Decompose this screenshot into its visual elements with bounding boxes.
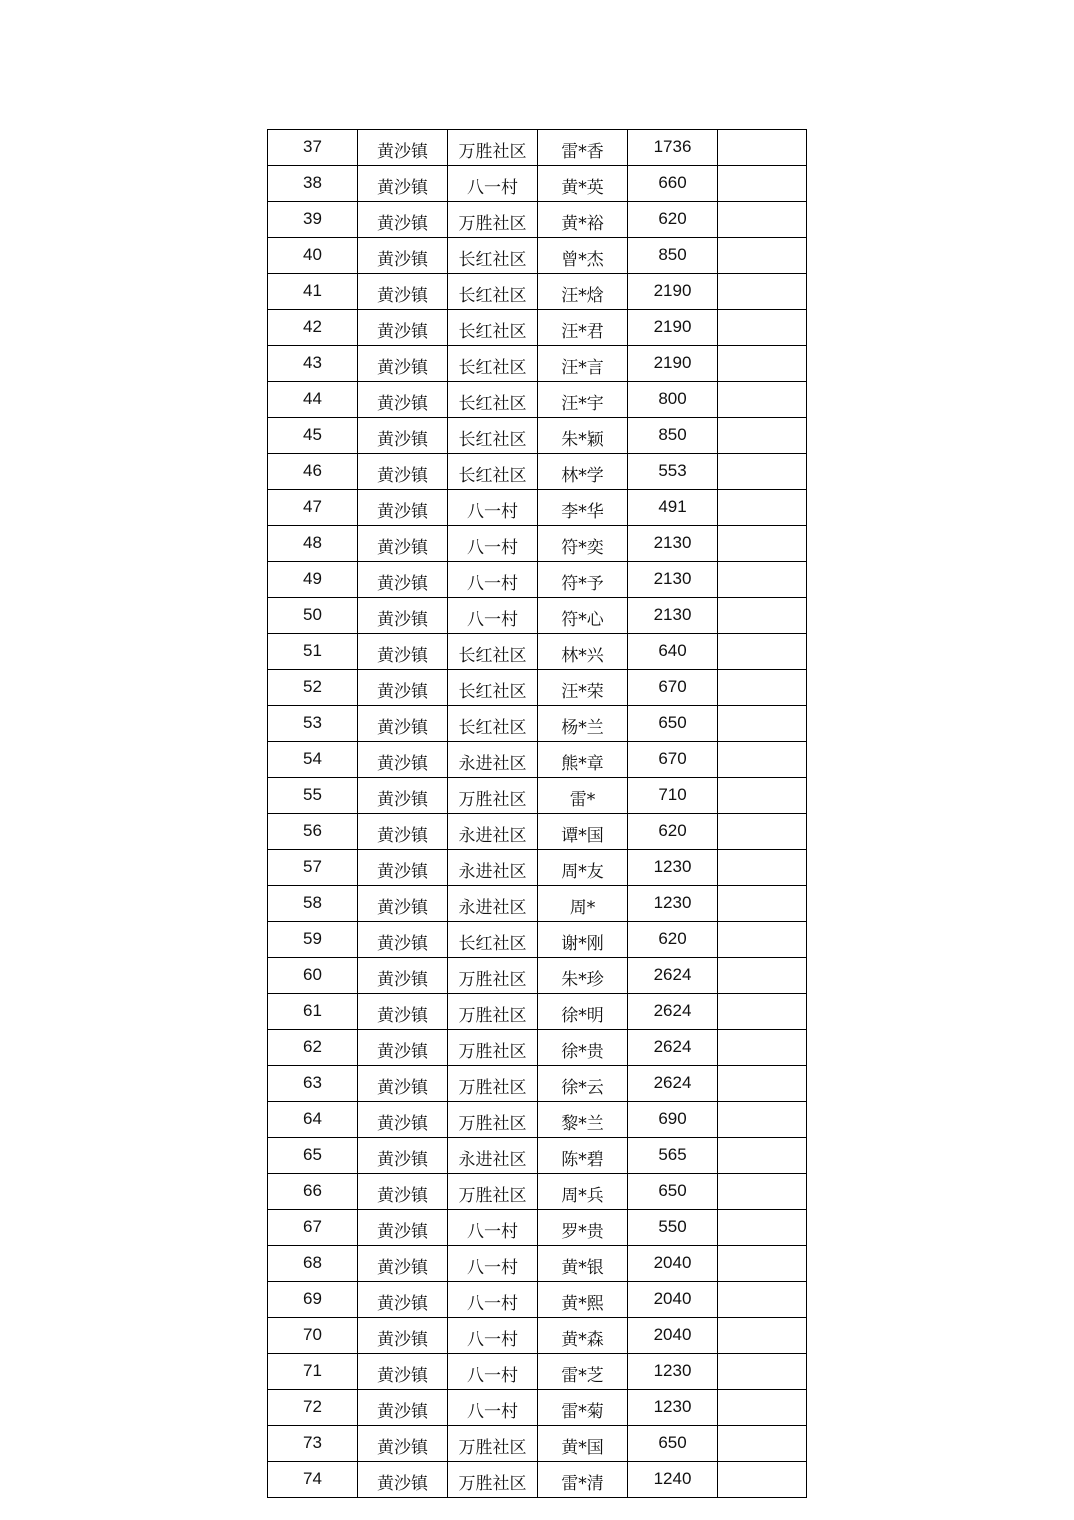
cell-serial-number: 52 — [268, 670, 358, 706]
cell-amount: 800 — [628, 382, 718, 418]
cell-person-name: 林*学 — [538, 454, 628, 490]
cell-person-name: 符*奕 — [538, 526, 628, 562]
table-row — [268, 598, 807, 634]
cell-community: 永进社区 — [448, 742, 538, 778]
table-row — [268, 454, 807, 490]
cell-town: 黄沙镇 — [358, 1210, 448, 1246]
cell-town: 黄沙镇 — [358, 1282, 448, 1318]
cell-note — [718, 634, 807, 670]
cell-person-name: 杨*兰 — [538, 706, 628, 742]
cell-town: 黄沙镇 — [358, 562, 448, 598]
cell-note — [718, 1318, 807, 1354]
table-row — [268, 310, 807, 346]
cell-amount: 670 — [628, 742, 718, 778]
cell-note — [718, 1462, 807, 1498]
cell-community: 万胜社区 — [448, 202, 538, 238]
cell-community: 长红社区 — [448, 922, 538, 958]
cell-person-name: 黄*银 — [538, 1246, 628, 1282]
cell-note — [718, 274, 807, 310]
cell-town: 黄沙镇 — [358, 166, 448, 202]
cell-community: 八一村 — [448, 1354, 538, 1390]
cell-note — [718, 1282, 807, 1318]
cell-note — [718, 958, 807, 994]
cell-serial-number: 49 — [268, 562, 358, 598]
cell-person-name: 朱*颖 — [538, 418, 628, 454]
cell-note — [718, 850, 807, 886]
cell-person-name: 周*友 — [538, 850, 628, 886]
cell-amount: 2624 — [628, 958, 718, 994]
table-row — [268, 490, 807, 526]
cell-serial-number: 40 — [268, 238, 358, 274]
cell-community: 八一村 — [448, 562, 538, 598]
cell-amount: 2130 — [628, 598, 718, 634]
cell-town: 黄沙镇 — [358, 922, 448, 958]
cell-town: 黄沙镇 — [358, 994, 448, 1030]
cell-person-name: 陈*碧 — [538, 1138, 628, 1174]
cell-amount: 2624 — [628, 994, 718, 1030]
table-row — [268, 1066, 807, 1102]
table-row — [268, 958, 807, 994]
cell-note — [718, 994, 807, 1030]
cell-community: 八一村 — [448, 166, 538, 202]
cell-amount: 2040 — [628, 1246, 718, 1282]
cell-amount: 1736 — [628, 130, 718, 166]
cell-amount: 1230 — [628, 850, 718, 886]
cell-community: 万胜社区 — [448, 994, 538, 1030]
cell-serial-number: 42 — [268, 310, 358, 346]
cell-note — [718, 1066, 807, 1102]
table-row — [268, 1354, 807, 1390]
cell-community: 八一村 — [448, 526, 538, 562]
cell-community: 万胜社区 — [448, 778, 538, 814]
table-row — [268, 1138, 807, 1174]
table-row — [268, 526, 807, 562]
cell-serial-number: 48 — [268, 526, 358, 562]
table-row — [268, 1462, 807, 1498]
cell-note — [718, 1390, 807, 1426]
cell-serial-number: 58 — [268, 886, 358, 922]
cell-community: 万胜社区 — [448, 958, 538, 994]
cell-amount: 553 — [628, 454, 718, 490]
cell-amount: 550 — [628, 1210, 718, 1246]
cell-note — [718, 670, 807, 706]
cell-person-name: 黄*英 — [538, 166, 628, 202]
cell-person-name: 谭*国 — [538, 814, 628, 850]
cell-town: 黄沙镇 — [358, 778, 448, 814]
cell-community: 八一村 — [448, 490, 538, 526]
cell-note — [718, 886, 807, 922]
cell-amount: 620 — [628, 922, 718, 958]
cell-town: 黄沙镇 — [358, 670, 448, 706]
cell-note — [718, 1354, 807, 1390]
table-row — [268, 562, 807, 598]
table-row — [268, 1210, 807, 1246]
cell-town: 黄沙镇 — [358, 1246, 448, 1282]
cell-town: 黄沙镇 — [358, 202, 448, 238]
cell-note — [718, 166, 807, 202]
data-table — [267, 129, 807, 1498]
cell-person-name: 符*予 — [538, 562, 628, 598]
cell-person-name: 黎*兰 — [538, 1102, 628, 1138]
cell-town: 黄沙镇 — [358, 886, 448, 922]
cell-person-name: 熊*章 — [538, 742, 628, 778]
cell-person-name: 曾*杰 — [538, 238, 628, 274]
cell-town: 黄沙镇 — [358, 1138, 448, 1174]
cell-town: 黄沙镇 — [358, 958, 448, 994]
cell-serial-number: 69 — [268, 1282, 358, 1318]
table-row — [268, 274, 807, 310]
cell-serial-number: 46 — [268, 454, 358, 490]
table-row — [268, 922, 807, 958]
cell-serial-number: 62 — [268, 1030, 358, 1066]
cell-serial-number: 39 — [268, 202, 358, 238]
cell-serial-number: 55 — [268, 778, 358, 814]
cell-town: 黄沙镇 — [358, 850, 448, 886]
cell-serial-number: 66 — [268, 1174, 358, 1210]
cell-serial-number: 72 — [268, 1390, 358, 1426]
cell-town: 黄沙镇 — [358, 742, 448, 778]
cell-town: 黄沙镇 — [358, 454, 448, 490]
cell-note — [718, 382, 807, 418]
cell-note — [718, 490, 807, 526]
cell-community: 永进社区 — [448, 886, 538, 922]
cell-person-name: 黄*熙 — [538, 1282, 628, 1318]
cell-note — [718, 202, 807, 238]
cell-community: 长红社区 — [448, 382, 538, 418]
cell-amount: 2130 — [628, 562, 718, 598]
cell-amount: 650 — [628, 1426, 718, 1462]
cell-amount: 650 — [628, 706, 718, 742]
cell-amount: 640 — [628, 634, 718, 670]
table-row — [268, 778, 807, 814]
cell-community: 长红社区 — [448, 706, 538, 742]
cell-community: 长红社区 — [448, 670, 538, 706]
cell-note — [718, 310, 807, 346]
cell-person-name: 周*兵 — [538, 1174, 628, 1210]
table-row — [268, 814, 807, 850]
table-row — [268, 742, 807, 778]
cell-town: 黄沙镇 — [358, 130, 448, 166]
cell-community: 长红社区 — [448, 454, 538, 490]
cell-town: 黄沙镇 — [358, 310, 448, 346]
cell-community: 长红社区 — [448, 274, 538, 310]
cell-person-name: 汪*宇 — [538, 382, 628, 418]
table-row — [268, 850, 807, 886]
cell-serial-number: 70 — [268, 1318, 358, 1354]
cell-town: 黄沙镇 — [358, 1174, 448, 1210]
cell-person-name: 徐*贵 — [538, 1030, 628, 1066]
cell-serial-number: 53 — [268, 706, 358, 742]
cell-person-name: 黄*森 — [538, 1318, 628, 1354]
cell-amount: 1230 — [628, 886, 718, 922]
table-row — [268, 634, 807, 670]
cell-town: 黄沙镇 — [358, 1102, 448, 1138]
cell-amount: 2130 — [628, 526, 718, 562]
cell-amount: 620 — [628, 814, 718, 850]
cell-person-name: 徐*云 — [538, 1066, 628, 1102]
cell-person-name: 汪*焓 — [538, 274, 628, 310]
cell-community: 长红社区 — [448, 346, 538, 382]
cell-serial-number: 64 — [268, 1102, 358, 1138]
cell-person-name: 李*华 — [538, 490, 628, 526]
cell-serial-number: 54 — [268, 742, 358, 778]
table-row — [268, 1282, 807, 1318]
table-row — [268, 130, 807, 166]
cell-community: 八一村 — [448, 1282, 538, 1318]
cell-community: 永进社区 — [448, 814, 538, 850]
table-row — [268, 418, 807, 454]
cell-community: 万胜社区 — [448, 1030, 538, 1066]
cell-person-name: 雷*香 — [538, 130, 628, 166]
cell-amount: 850 — [628, 418, 718, 454]
cell-person-name: 雷*芝 — [538, 1354, 628, 1390]
cell-amount: 1230 — [628, 1390, 718, 1426]
cell-serial-number: 60 — [268, 958, 358, 994]
cell-community: 八一村 — [448, 1210, 538, 1246]
cell-town: 黄沙镇 — [358, 382, 448, 418]
table-row — [268, 706, 807, 742]
cell-amount: 2040 — [628, 1282, 718, 1318]
cell-community: 长红社区 — [448, 634, 538, 670]
cell-town: 黄沙镇 — [358, 598, 448, 634]
cell-serial-number: 45 — [268, 418, 358, 454]
cell-community: 八一村 — [448, 598, 538, 634]
cell-person-name: 汪*言 — [538, 346, 628, 382]
cell-community: 万胜社区 — [448, 1462, 538, 1498]
cell-serial-number: 73 — [268, 1426, 358, 1462]
cell-person-name: 徐*明 — [538, 994, 628, 1030]
cell-community: 万胜社区 — [448, 1174, 538, 1210]
cell-note — [718, 1030, 807, 1066]
cell-serial-number: 37 — [268, 130, 358, 166]
cell-town: 黄沙镇 — [358, 1426, 448, 1462]
cell-note — [718, 1246, 807, 1282]
cell-town: 黄沙镇 — [358, 1462, 448, 1498]
cell-community: 八一村 — [448, 1318, 538, 1354]
table-row — [268, 346, 807, 382]
cell-person-name: 雷* — [538, 778, 628, 814]
cell-person-name: 朱*珍 — [538, 958, 628, 994]
cell-amount: 670 — [628, 670, 718, 706]
cell-serial-number: 47 — [268, 490, 358, 526]
cell-community: 长红社区 — [448, 418, 538, 454]
cell-community: 永进社区 — [448, 1138, 538, 1174]
cell-person-name: 雷*清 — [538, 1462, 628, 1498]
cell-serial-number: 71 — [268, 1354, 358, 1390]
cell-note — [718, 706, 807, 742]
cell-serial-number: 41 — [268, 274, 358, 310]
cell-serial-number: 67 — [268, 1210, 358, 1246]
cell-town: 黄沙镇 — [358, 418, 448, 454]
cell-community: 万胜社区 — [448, 1066, 538, 1102]
cell-town: 黄沙镇 — [358, 490, 448, 526]
table-body — [268, 130, 807, 1498]
cell-person-name: 黄*裕 — [538, 202, 628, 238]
cell-amount: 2190 — [628, 346, 718, 382]
cell-amount: 1230 — [628, 1354, 718, 1390]
cell-amount: 690 — [628, 1102, 718, 1138]
cell-town: 黄沙镇 — [358, 238, 448, 274]
cell-town: 黄沙镇 — [358, 814, 448, 850]
cell-person-name: 林*兴 — [538, 634, 628, 670]
cell-community: 八一村 — [448, 1390, 538, 1426]
cell-person-name: 罗*贵 — [538, 1210, 628, 1246]
cell-note — [718, 922, 807, 958]
cell-person-name: 汪*君 — [538, 310, 628, 346]
cell-amount: 660 — [628, 166, 718, 202]
cell-community: 八一村 — [448, 1246, 538, 1282]
cell-serial-number: 68 — [268, 1246, 358, 1282]
cell-serial-number: 56 — [268, 814, 358, 850]
cell-amount: 850 — [628, 238, 718, 274]
cell-amount: 2624 — [628, 1030, 718, 1066]
cell-person-name: 黄*国 — [538, 1426, 628, 1462]
cell-town: 黄沙镇 — [358, 346, 448, 382]
cell-amount: 2040 — [628, 1318, 718, 1354]
cell-amount: 2190 — [628, 274, 718, 310]
cell-serial-number: 38 — [268, 166, 358, 202]
cell-amount: 710 — [628, 778, 718, 814]
cell-note — [718, 742, 807, 778]
cell-note — [718, 1102, 807, 1138]
table-row — [268, 202, 807, 238]
cell-amount: 620 — [628, 202, 718, 238]
cell-person-name: 符*心 — [538, 598, 628, 634]
cell-community: 万胜社区 — [448, 1426, 538, 1462]
cell-serial-number: 65 — [268, 1138, 358, 1174]
cell-serial-number: 61 — [268, 994, 358, 1030]
table-row — [268, 382, 807, 418]
table-row — [268, 238, 807, 274]
cell-town: 黄沙镇 — [358, 1390, 448, 1426]
cell-town: 黄沙镇 — [358, 274, 448, 310]
cell-note — [718, 1174, 807, 1210]
table-row — [268, 1318, 807, 1354]
cell-town: 黄沙镇 — [358, 1066, 448, 1102]
table-row — [268, 886, 807, 922]
cell-serial-number: 51 — [268, 634, 358, 670]
cell-note — [718, 814, 807, 850]
cell-town: 黄沙镇 — [358, 1030, 448, 1066]
cell-note — [718, 778, 807, 814]
cell-town: 黄沙镇 — [358, 634, 448, 670]
cell-serial-number: 59 — [268, 922, 358, 958]
cell-serial-number: 44 — [268, 382, 358, 418]
cell-note — [718, 346, 807, 382]
cell-serial-number: 57 — [268, 850, 358, 886]
cell-community: 万胜社区 — [448, 1102, 538, 1138]
cell-note — [718, 238, 807, 274]
cell-note — [718, 1138, 807, 1174]
cell-town: 黄沙镇 — [358, 1354, 448, 1390]
cell-community: 万胜社区 — [448, 130, 538, 166]
cell-amount: 491 — [628, 490, 718, 526]
data-table-container — [267, 129, 807, 1498]
cell-amount: 2190 — [628, 310, 718, 346]
table-row — [268, 1174, 807, 1210]
cell-amount: 650 — [628, 1174, 718, 1210]
cell-note — [718, 598, 807, 634]
table-row — [268, 1030, 807, 1066]
cell-community: 长红社区 — [448, 238, 538, 274]
cell-note — [718, 562, 807, 598]
cell-serial-number: 50 — [268, 598, 358, 634]
cell-town: 黄沙镇 — [358, 526, 448, 562]
cell-amount: 565 — [628, 1138, 718, 1174]
table-row — [268, 670, 807, 706]
cell-community: 长红社区 — [448, 310, 538, 346]
cell-note — [718, 454, 807, 490]
cell-person-name: 谢*刚 — [538, 922, 628, 958]
table-row — [268, 1390, 807, 1426]
table-row — [268, 1426, 807, 1462]
cell-town: 黄沙镇 — [358, 1318, 448, 1354]
table-row — [268, 1102, 807, 1138]
cell-person-name: 周* — [538, 886, 628, 922]
cell-amount: 2624 — [628, 1066, 718, 1102]
cell-note — [718, 1426, 807, 1462]
cell-town: 黄沙镇 — [358, 706, 448, 742]
table-row — [268, 1246, 807, 1282]
cell-note — [718, 526, 807, 562]
cell-serial-number: 43 — [268, 346, 358, 382]
cell-note — [718, 418, 807, 454]
cell-person-name: 雷*菊 — [538, 1390, 628, 1426]
cell-amount: 1240 — [628, 1462, 718, 1498]
cell-note — [718, 1210, 807, 1246]
cell-note — [718, 130, 807, 166]
cell-serial-number: 74 — [268, 1462, 358, 1498]
cell-serial-number: 63 — [268, 1066, 358, 1102]
cell-person-name: 汪*荣 — [538, 670, 628, 706]
cell-community: 永进社区 — [448, 850, 538, 886]
table-row — [268, 994, 807, 1030]
table-row — [268, 166, 807, 202]
